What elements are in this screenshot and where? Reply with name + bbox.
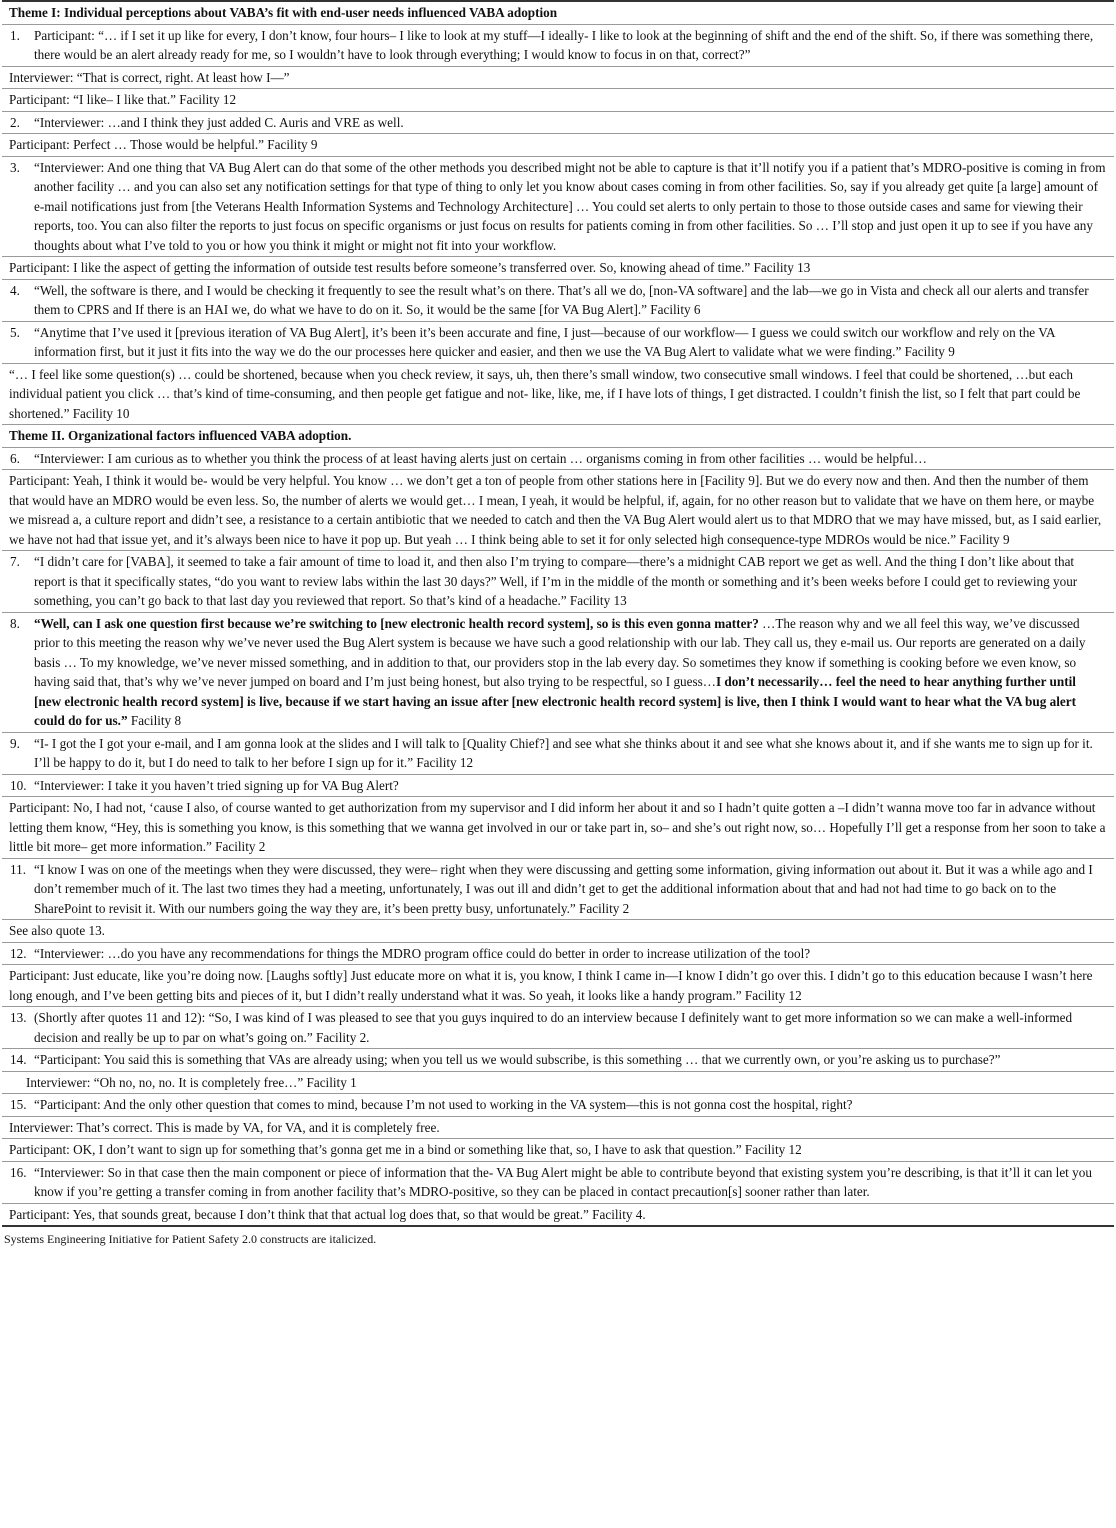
- quote-text: Participant: Just educate, like you’re doing now. [Laughs softly] Just educate more on what it is, you know, I think I came in—I know I didn’t go over this. I didn’t go to this education because I wasn’t here long enough, and I’ve been getting bits and pieces of it, but I didn’t really understand what it was. So yeah, it looks like a handy program.” Facility 12: [9, 968, 1093, 1003]
- quote-number: 1.: [10, 27, 20, 43]
- quote-cell: [2, 797, 1114, 859]
- quote-row: [2, 1049, 1114, 1072]
- quote-text: “Interviewer: So in that case then the main component or piece of information that the- VA Bug Alert might be able to contribute beyond that existing system you’re describing, is that it’ll it can let you know if you’re getting a transfer coming in from another facility that’s MDRO-positive, so they can be placed in contact precaution[s] sooner rather than later.: [34, 1164, 1092, 1199]
- quote-text: Participant: I like the aspect of getting the information of outside test results before someone’s transferred over. So, knowing ahead of time.” Facility 13: [9, 260, 811, 275]
- quote-cell: [2, 551, 1114, 613]
- quote-row: [2, 447, 1114, 470]
- quote-number: 10.: [10, 777, 27, 793]
- quote-cell: [2, 1116, 1114, 1139]
- quote-row: [2, 612, 1114, 732]
- quote-text: Interviewer: That’s correct. This is made by VA, for VA, and it is completely free.: [9, 1119, 440, 1135]
- quote-text: “Interviewer: …and I think they just added C. Auris and VRE as well.: [34, 114, 404, 130]
- quotes-table-body: [2, 1, 1114, 1226]
- quote-cell: [2, 920, 1114, 943]
- quote-text: “I- I got the I got your e-mail, and I am gonna look at the slides and I will talk to [Quality Chief?] and see what she thinks about it and see what she knows about it, and if she wants me to sign up for it. I’ll be happy to do it, but I do need to talk to her before I sign up for it.” Facility 12: [34, 735, 1093, 770]
- quote-cell: [2, 774, 1114, 797]
- quote-text: Interviewer: “That is correct, right. At least how I—”: [9, 69, 290, 85]
- quote-cell: [2, 858, 1114, 920]
- quote-text: “… I feel like some question(s) … could be shortened, because when you check review, it says, uh, then there’s small window, two consecutive small windows. I feel that could be shortened, …but each individual patient you click … that’s kind of time-consuming, and then people get fatigue and not- like, like, me, if I have lots of things, I get distracted. I couldn’t finish the list, so I felt that part could be shortened.” Facility 10: [9, 366, 1081, 421]
- quote-text: Participant: No, I had not, ‘cause I also, of course wanted to get authorization from my supervisor and I did inform her about it and so I hadn’t quite gotten a –I didn’t wanna move too far in advance without letting them know, “Hey, this is something you know, is this something that we wanna get involved in our or take part in, so– and she’s out right now, so… Hopefully I’ll get a response from her soon to take a little bit more– get more information.” Facility 2: [9, 800, 1106, 854]
- quote-cell: [2, 1007, 1114, 1049]
- quote-row: [2, 470, 1114, 551]
- quote-cell: [2, 1139, 1114, 1162]
- quote-emphasis: I don’t necessarily… feel the need to hear anything further until [new electronic health record system] is live, because if we start having an issue after [new electronic health record system] is live, then I think I would want to hear what the VA bug alert could do for us.”: [34, 674, 1076, 728]
- quote-number: 6.: [10, 450, 20, 466]
- quote-text: Participant: Yeah, I think it would be- would be very helpful. You know … we don’t get a ton of people from other stations here in [Facility 9]. But we do every now and then. And then the number of them that would have an MDRO would be even less. So, the number of alerts we would get… I mean, I yeah, it would be helpful, if, again, for no other reason but to validate that we have on them here, or maybe we misread a, a culture report and didn’t see, a resistance to a certain antibiotic that we needed to catch and then the VA Bug Alert would alert us to that MDRO that we may have missed, but, as I said earlier, we have not had that issue yet, and it’s always been nice to have it pop up. But yeah … I think being able to set it for only selected high consequence-type MDROs would be nice.” Facility 9: [9, 473, 1102, 547]
- quote-text: “Well, the software is there, and I would be checking it frequently to see the result what’s on there. That’s all we do, [non-VA software] and the lab—we go in Vista and check all our alerts and transfer them to CPRS and If there is an HAI we, do what we have to do on it. So, it would be the same [for VA Bug Alert].” Facility 6: [34, 282, 1089, 317]
- quote-cell: [2, 1203, 1114, 1226]
- theme-title: Theme I: Individual perceptions about VABA’s fit with end-user needs influenced VABA adoption: [9, 5, 558, 20]
- quote-text: “Participant: And the only other question that comes to mind, because I’m not used to working in the VA system—this is not gonna cost the hospital, right?: [34, 1097, 853, 1112]
- quote-number: 5.: [10, 324, 20, 340]
- quote-cell: [2, 279, 1114, 321]
- quote-cell: [2, 321, 1114, 363]
- quote-text: Participant: Yes, that sounds great, because I don’t think that that actual log does that, so that would be great.” Facility 4.: [9, 1206, 646, 1222]
- quote-cell: [2, 66, 1114, 89]
- quote-row: [2, 1094, 1114, 1117]
- quote-text: “Interviewer: And one thing that VA Bug Alert can do that some of the other methods you described might not be able to capture is that it’ll notify you if a patient that’s MDRO-positive is coming in from another facility … and you can also set any notification settings for that type of thing to only let you know about cases coming in from other facilities. So, say if you already get quite [a large] amount of e-mail notifications just from [the Veterans Health Information Systems and Technology Architecture] … You could set alerts to only pertain to those to those outside cases and same for viewing their reports, too. You can also filter the reports to just focus on specific organisms or just focus on results for patients coming in from other facilities. So … I’ll stop and just open it up to see if you have any thoughts about what I’ve told to you or how you think it might or might not fit into your workflow.: [34, 159, 1106, 253]
- quote-row: [2, 1071, 1114, 1094]
- quote-number: 15.: [10, 1097, 27, 1112]
- quote-number: 8.: [10, 615, 20, 631]
- quote-number: 11.: [10, 861, 26, 877]
- quote-cell: [2, 965, 1114, 1007]
- quote-row: [2, 111, 1114, 134]
- theme-heading: [2, 425, 1114, 448]
- quote-source: Facility 8: [127, 713, 182, 728]
- quote-text: Participant: “… if I set it up like for every, I don’t know, four hours– I like to look at my stuff—I ideally- I like to look at the beginning of shift and the end of the shift. So, if there was something there, there would be an alert already ready for me, so I wouldn’t have to look through everything; I would know to focus in on that, correct?”: [34, 27, 1094, 62]
- quote-cell: [2, 942, 1114, 965]
- quote-row: [2, 732, 1114, 774]
- quote-cell: [2, 257, 1114, 280]
- quote-row: [2, 89, 1114, 112]
- quote-emphasis: “Well, can I ask one question first because we’re switching to [new electronic health record system], so is this even gonna matter?: [34, 615, 759, 631]
- quote-cell: [2, 363, 1114, 425]
- quote-row: [2, 1139, 1114, 1162]
- quote-row: [2, 279, 1114, 321]
- quote-cell: [2, 447, 1114, 470]
- quote-text: “Anytime that I’ve used it [previous iteration of VA Bug Alert], it’s been it’s been accurate and fine, I just—because of our workflow— I guess we could switch our workflow and rely on the VA information first, but it just it fits into the way we do the our processes here quicker and easier, and then we use the VA Bug Alert to validate what we were finding.” Facility 9: [34, 324, 1055, 359]
- quote-text: “Interviewer: I am curious as to whether you think the process of at least having alerts just on certain … organisms coming in from other facilities … would be helpful…: [34, 450, 927, 466]
- quote-text: “I know I was on one of the meetings when they were discussed, they were– right when they were discussing and getting some information, giving information out about it. But it was a while ago and I don’t remember much of it. The last two times they had a meeting, unfortunately, I was out ill and didn’t get to get the additional information about that and had not had time to go back on to the SharePoint to revisit it. With our numbers going the way they are, it’s been pretty busy, unfortunately.” Facility 2: [34, 861, 1093, 916]
- quote-row: [2, 1007, 1114, 1049]
- quote-number: 12.: [10, 945, 27, 961]
- quotes-document: [2, 0, 1114, 1247]
- quote-text: “I didn’t care for [VABA], it seemed to take a fair amount of time to load it, and then also I’m trying to compare—there’s a midnight CAB report we get as well. And the thing I don’t like about that report is that it specifically states, “do you want to review labs within the last 30 days?” Well, if I’m in the middle of the month or something and it’s been weeks before I could get to reviewing your something, you can’t go back to that last day you reviewed that report. So that’s kind of a headache.” Facility 13: [34, 554, 1078, 608]
- quote-row: [2, 363, 1114, 425]
- quote-number: 13.: [10, 1010, 27, 1025]
- quote-row: [2, 774, 1114, 797]
- quote-row: [2, 134, 1114, 157]
- quote-row: [2, 1116, 1114, 1139]
- quote-text: …The reason why and we all feel this way, we’ve discussed prior to this meeting the reason why we’ve never used the Bug Alert system is because we have such a good relationship with our lab. They call us, they e-mail us. Our reports are generated on a daily basis … To my knowledge, we’ve never missed something, and in addition to that, our providers stop in the lab every day. So sometimes they know if something is cooking before we even know, so having said that, that’s why we’ve never jumped on board and I’m just being honest, but also trying to be respectful, so I guess…: [34, 615, 1086, 689]
- quote-text: “Interviewer: …do you have any recommendations for things the MDRO program office could do better in order to increase utilization of the tool?: [34, 945, 811, 961]
- theme-title: Theme II. Organizational factors influenced VABA adoption.: [9, 428, 352, 443]
- quote-number: 9.: [10, 735, 20, 751]
- quote-text: Participant: “I like– I like that.” Facility 12: [9, 92, 237, 107]
- quote-cell: [2, 1049, 1114, 1072]
- quote-cell: [2, 1161, 1114, 1203]
- quote-cell: [2, 470, 1114, 551]
- quote-cell: [2, 24, 1114, 66]
- quote-row: [2, 1161, 1114, 1203]
- quote-cell: [2, 111, 1114, 134]
- quote-row: [2, 321, 1114, 363]
- quote-number: 3.: [10, 159, 20, 175]
- theme-heading: [2, 1, 1114, 24]
- quote-row: [2, 920, 1114, 943]
- quote-cell: [2, 1071, 1114, 1094]
- table-footnote: Systems Engineering Initiative for Patient Safety 2.0 constructs are italicized.: [4, 1232, 377, 1246]
- quote-row: [2, 24, 1114, 66]
- quote-text: See also quote 13.: [9, 923, 105, 938]
- quote-text: Participant: Perfect … Those would be helpful.” Facility 9: [9, 137, 318, 152]
- quote-number: 4.: [10, 282, 20, 298]
- quote-row: [2, 965, 1114, 1007]
- quote-cell: [2, 134, 1114, 157]
- quote-cell: [2, 612, 1114, 732]
- quote-number: 7.: [10, 554, 20, 569]
- quote-number: 2.: [10, 114, 20, 130]
- quote-text: (Shortly after quotes 11 and 12): “So, I was kind of I was pleased to see that you guys inquired to do an interview because I definitely want to get more information so we can make a well-informed decision and really be up to par on what’s going on.” Facility 2.: [34, 1010, 1073, 1045]
- quote-row: [2, 797, 1114, 859]
- quote-number: 14.: [10, 1052, 27, 1067]
- quote-row: [2, 942, 1114, 965]
- quote-row: [2, 858, 1114, 920]
- quote-text: Interviewer: “Oh no, no, no. It is completely free…” Facility 1: [26, 1074, 357, 1090]
- quote-row: [2, 66, 1114, 89]
- quote-row: [2, 257, 1114, 280]
- theme-heading-row: [2, 425, 1114, 448]
- quote-text: “Participant: You said this is something that VAs are already using; when you tell us we would subscribe, is this something … that we currently own, or you’re asking us to purchase?”: [34, 1052, 1001, 1067]
- quote-number: 16.: [10, 1164, 27, 1180]
- quote-text: “Interviewer: I take it you haven’t tried signing up for VA Bug Alert?: [34, 777, 399, 793]
- quote-row: [2, 1203, 1114, 1226]
- quotes-table: [2, 0, 1114, 1227]
- quote-row: [2, 156, 1114, 257]
- quote-cell: [2, 1094, 1114, 1117]
- quote-row: [2, 551, 1114, 613]
- quote-cell: [2, 732, 1114, 774]
- quote-cell: [2, 156, 1114, 257]
- quote-text: Participant: OK, I don’t want to sign up for something that’s gonna get me in a bind or something like that, so, I have to ask that question.” Facility 12: [9, 1142, 802, 1157]
- theme-heading-row: [2, 1, 1114, 24]
- quote-cell: [2, 89, 1114, 112]
